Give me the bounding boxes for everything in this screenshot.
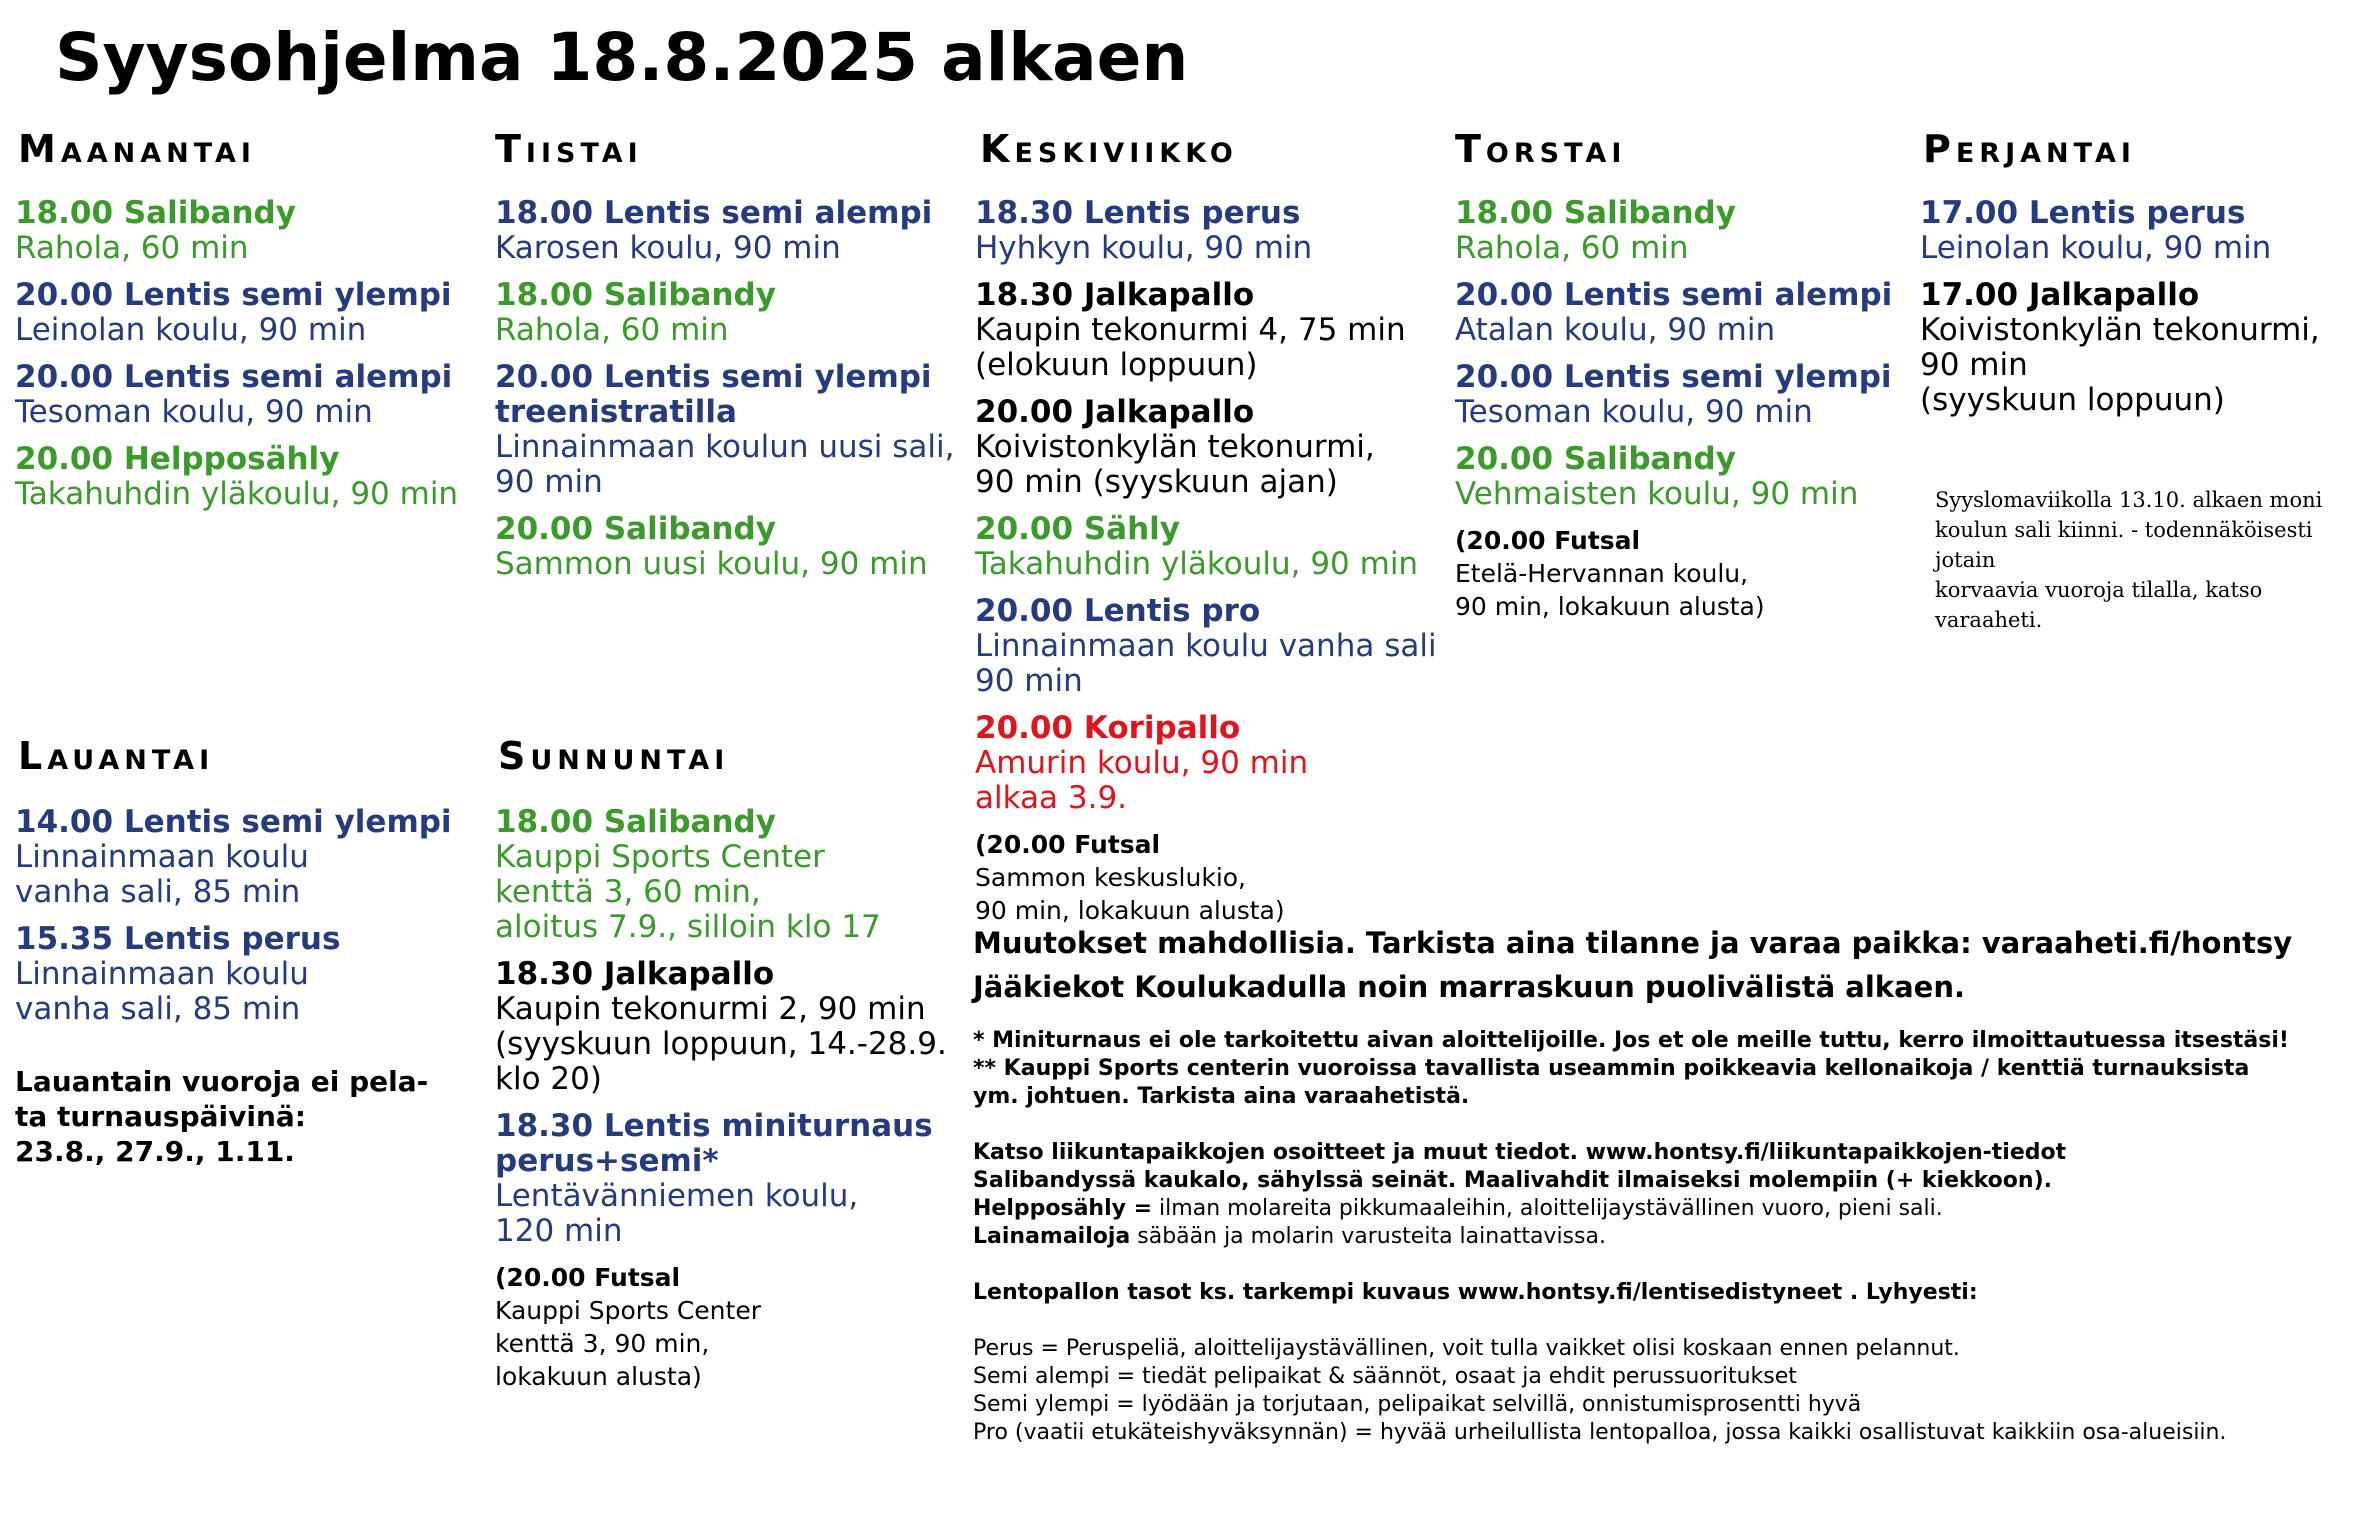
- level-perus: Perus = Peruspeliä, aloittelijaystävällinen, voit tulla vaikket olisi koskaan ennen pelannut.: [973, 1336, 1960, 1361]
- entry-time-activity: 20.00 Lentis semi ylempi treenistratilla: [495, 359, 932, 430]
- entry-detail: (syyskuun loppuun): [1920, 382, 2225, 418]
- footnote-miniturnaus: * Miniturnaus ei ole tarkoitettu aivan aloittelijoille. Jos et ole meille tuttu, kerro ilmoittautuessa itsestäsi!: [973, 1028, 2289, 1053]
- entry-time-activity: 20.00 Lentis semi ylempi: [1455, 359, 1892, 395]
- entry-detail: Kaupin tekonurmi 2, 90 min: [495, 991, 926, 1027]
- schedule-entry: [15, 196, 475, 266]
- entry-time-activity: 20.00 Salibandy: [495, 511, 776, 547]
- entry-time-activity: 20.00 Salibandy: [1455, 441, 1736, 477]
- schedule-entry: [495, 512, 965, 582]
- monday-schedule: [15, 196, 475, 524]
- schedule-entry: [975, 594, 1445, 699]
- day-heading-tuesday: Tiistai: [495, 127, 643, 171]
- lainamailoja-info: Lainamailoja säbään ja molarin varusteita lainattavissa.: [973, 1224, 1606, 1249]
- day-heading-sunday: Sunnuntai: [498, 734, 730, 778]
- entry-detail: Kauppi Sports Center: [495, 839, 825, 875]
- entry-time-activity: 14.00 Lentis semi ylempi: [15, 804, 452, 840]
- level-pro: Pro (vaatii etukäteishyväksynnän) = hyvää urheilullista lentopalloa, jossa kaikki osallistuvat kaikkiin osa-alueisiin.: [973, 1420, 2227, 1445]
- footnote-kauppi-1: ** Kauppi Sports centerin vuoroissa tavallista useammin poikkeavia kellonaikoja / kenttiä turnauksista: [973, 1056, 2250, 1081]
- entry-detail: lokakuun alusta): [495, 1362, 702, 1391]
- entry-detail: 120 min: [495, 1213, 623, 1249]
- level-semi-ylempi: Semi ylempi = lyödään ja torjutaan, pelipaikat selvillä, onnistumisprosentti hyvä: [973, 1392, 1862, 1417]
- entry-time-activity: 18.30 Lentis perus: [975, 195, 1301, 231]
- entry-detail: (elokuun loppuun): [975, 347, 1258, 383]
- entry-detail: 90 min: [1920, 347, 2028, 383]
- entry-time-activity: 20.00 Sähly: [975, 511, 1180, 547]
- entry-time-activity: 20.00 Jalkapallo: [975, 394, 1255, 430]
- entry-detail: Linnainmaan koulu: [15, 956, 309, 992]
- schedule-entry: [975, 828, 1445, 927]
- schedule-entry: [1455, 196, 1905, 266]
- entry-detail: Rahola, 60 min: [1455, 230, 1689, 266]
- entry-detail: Linnainmaan koulu vanha sali: [975, 628, 1437, 664]
- thursday-schedule: [1455, 196, 1905, 635]
- entry-detail: Tesoman koulu, 90 min: [1455, 394, 1813, 430]
- note-line: koulun sali kiinni. - todennäköisesti jotain: [1935, 518, 2313, 572]
- schedule-entry: [1920, 196, 2350, 266]
- entry-detail: Leinolan koulu, 90 min: [15, 312, 367, 348]
- entry-detail: Koivistonkylän tekonurmi,: [975, 429, 1375, 465]
- schedule-entry: [495, 1109, 965, 1249]
- schedule-entry: [1920, 278, 2350, 418]
- entry-time-activity: 20.00 Lentis semi alempi: [15, 359, 453, 395]
- entry-detail: 90 min: [495, 464, 603, 500]
- entry-time-activity: (20.00 Futsal: [975, 830, 1161, 859]
- helpposahly-info: Helpposähly = ilman molareita pikkumaaleihin, aloittelijaystävällinen vuoro, pieni sali.: [973, 1196, 1943, 1221]
- schedule-entry: [495, 1261, 965, 1393]
- entry-detail: Koivistonkylän tekonurmi,: [1920, 312, 2320, 348]
- sunday-schedule: [495, 805, 965, 1405]
- entry-detail: vanha sali, 85 min: [15, 991, 301, 1027]
- entry-detail: klo 20): [495, 1061, 602, 1097]
- entry-detail: vanha sali, 85 min: [15, 874, 301, 910]
- autumn-break-note: [1935, 485, 2355, 635]
- entry-time-activity: 20.00 Lentis semi alempi: [1455, 277, 1893, 313]
- schedule-entry: [15, 922, 475, 1027]
- entry-detail: 90 min, lokakuun alusta): [1455, 592, 1765, 621]
- entry-detail: Amurin koulu, 90 min: [975, 745, 1309, 781]
- entry-time-activity: 17.00 Jalkapallo: [1920, 277, 2200, 313]
- schedule-entry: [1455, 360, 1905, 430]
- entry-time-activity: 20.00 Koripallo: [975, 710, 1241, 746]
- entry-time-activity: (20.00 Futsal: [495, 1263, 681, 1292]
- entry-time-activity: 18.30 Lentis miniturnaus perus+semi*: [495, 1108, 933, 1179]
- schedule-entry: [15, 442, 475, 512]
- entry-time-activity: 20.00 Lentis pro: [975, 593, 1261, 629]
- entry-detail: 90 min: [975, 663, 1083, 699]
- entry-detail: Takahuhdin yläkoulu, 90 min: [975, 546, 1419, 582]
- entry-detail: Kaupin tekonurmi 4, 75 min: [975, 312, 1406, 348]
- friday-schedule: [1920, 196, 2350, 430]
- volleyball-levels-title: Lentopallon tasot ks. tarkempi kuvaus www.hontsy.fi/lentisedistyneet . Lyhyesti:: [973, 1280, 1978, 1305]
- entry-detail: Etelä-Hervannan koulu,: [1455, 559, 1749, 588]
- schedule-entry: [495, 278, 965, 348]
- schedule-entry: [975, 512, 1445, 582]
- entry-detail: Kauppi Sports Center: [495, 1296, 761, 1325]
- schedule-entry: [495, 805, 965, 945]
- entry-detail: Lentävänniemen koulu,: [495, 1178, 859, 1214]
- schedule-entry: [975, 395, 1445, 500]
- note-line: Lauantain vuoroja ei pela-: [15, 1065, 429, 1098]
- schedule-entry: [15, 278, 475, 348]
- entry-time-activity: 18.00 Salibandy: [1455, 195, 1736, 231]
- note-line: korvaavia vuoroja tilalla, katso varaaheti.: [1935, 578, 2263, 632]
- entry-time-activity: 18.00 Salibandy: [15, 195, 296, 231]
- entry-detail: Atalan koulu, 90 min: [1455, 312, 1776, 348]
- schedule-entry: [1455, 278, 1905, 348]
- day-heading-wednesday: Keskiviikko: [980, 127, 1238, 171]
- entry-detail: kenttä 3, 90 min,: [495, 1329, 710, 1358]
- entry-time-activity: 15.35 Lentis perus: [15, 921, 341, 957]
- entry-time-activity: 18.00 Salibandy: [495, 804, 776, 840]
- note-line: Syyslomaviikolla 13.10. alkaen moni: [1935, 488, 2323, 512]
- entry-detail: Karosen koulu, 90 min: [495, 230, 841, 266]
- entry-time-activity: 20.00 Lentis semi ylempi: [15, 277, 452, 313]
- day-heading-friday: Perjantai: [1923, 127, 2136, 171]
- schedule-entry: [495, 360, 965, 500]
- entry-time-activity: 18.00 Lentis semi alempi: [495, 195, 933, 231]
- entry-detail: (syyskuun loppuun, 14.-28.9.: [495, 1026, 947, 1062]
- entry-detail: Hyhkyn koulu, 90 min: [975, 230, 1313, 266]
- entry-detail: Leinolan koulu, 90 min: [1920, 230, 2272, 266]
- schedule-entry: [975, 196, 1445, 266]
- day-heading-monday: Maanantai: [18, 127, 256, 171]
- schedule-entry: [15, 360, 475, 430]
- entry-time-activity: 18.30 Jalkapallo: [975, 277, 1255, 313]
- note-line: 23.8., 27.9., 1.11.: [15, 1135, 295, 1168]
- entry-detail: Tesoman koulu, 90 min: [15, 394, 373, 430]
- entry-detail: 90 min (syyskuun ajan): [975, 464, 1338, 500]
- gear-info: Salibandyssä kaukalo, sähylssä seinät. Maalivahdit ilmaiseksi molempiin (+ kiekkoon).: [973, 1168, 2052, 1193]
- entry-time-activity: 18.00 Salibandy: [495, 277, 776, 313]
- saturday-schedule: [15, 805, 475, 1039]
- note-line: ta turnauspäivinä:: [15, 1100, 306, 1133]
- info-section: [973, 923, 2353, 1447]
- changes-notice: Muutokset mahdollisia. Tarkista aina tilanne ja varaa paikka: varaaheti.fi/hontsy: [973, 926, 2293, 960]
- day-heading-saturday: Lauantai: [18, 734, 215, 778]
- level-semi-alempi: Semi alempi = tiedät pelipaikat & säännöt, osaat ja ehdit perussuoritukset: [973, 1364, 1797, 1389]
- entry-detail: Rahola, 60 min: [15, 230, 249, 266]
- entry-detail: aloitus 7.9., silloin klo 17: [495, 909, 881, 945]
- schedule-entry: [15, 805, 475, 910]
- footnote-kauppi-2: ym. johtuen. Tarkista aina varaahetistä.: [973, 1084, 1470, 1109]
- entry-time-activity: 17.00 Lentis perus: [1920, 195, 2246, 231]
- entry-detail: Vehmaisten koulu, 90 min: [1455, 476, 1859, 512]
- entry-detail: Sammon keskuslukio,: [975, 863, 1247, 892]
- entry-detail: Takahuhdin yläkoulu, 90 min: [15, 476, 459, 512]
- schedule-entry: [975, 711, 1445, 816]
- entry-time-activity: 18.30 Jalkapallo: [495, 956, 775, 992]
- page-title: Syysohjelma 18.8.2025 alkaen: [55, 19, 1189, 96]
- entry-detail: Rahola, 60 min: [495, 312, 729, 348]
- entry-time-activity: (20.00 Futsal: [1455, 526, 1641, 555]
- entry-detail: Linnainmaan koulu: [15, 839, 309, 875]
- day-heading-thursday: Torstai: [1455, 127, 1627, 171]
- schedule-entry: [1455, 524, 1905, 623]
- schedule-entry: [975, 278, 1445, 383]
- wednesday-schedule: [975, 196, 1445, 939]
- tuesday-schedule: [495, 196, 965, 594]
- ice-hockey-notice: Jääkiekot Koulukadulla noin marraskuun puolivälistä alkaen.: [973, 970, 1965, 1004]
- entry-time-activity: 20.00 Helpposähly: [15, 441, 340, 477]
- schedule-entry: [495, 957, 965, 1097]
- saturday-tournament-note: [15, 1064, 475, 1169]
- entry-detail: kenttä 3, 60 min,: [495, 874, 761, 910]
- entry-detail: Sammon uusi koulu, 90 min: [495, 546, 928, 582]
- entry-detail: 90 min, lokakuun alusta): [975, 896, 1285, 925]
- schedule-entry: [495, 196, 965, 266]
- addresses-info: Katso liikuntapaikkojen osoitteet ja muut tiedot. www.hontsy.fi/liikuntapaikkojen-tiedot: [973, 1140, 2067, 1165]
- entry-detail: Linnainmaan koulun uusi sali,: [495, 429, 955, 465]
- schedule-entry: [1455, 442, 1905, 512]
- entry-detail: alkaa 3.9.: [975, 780, 1128, 816]
